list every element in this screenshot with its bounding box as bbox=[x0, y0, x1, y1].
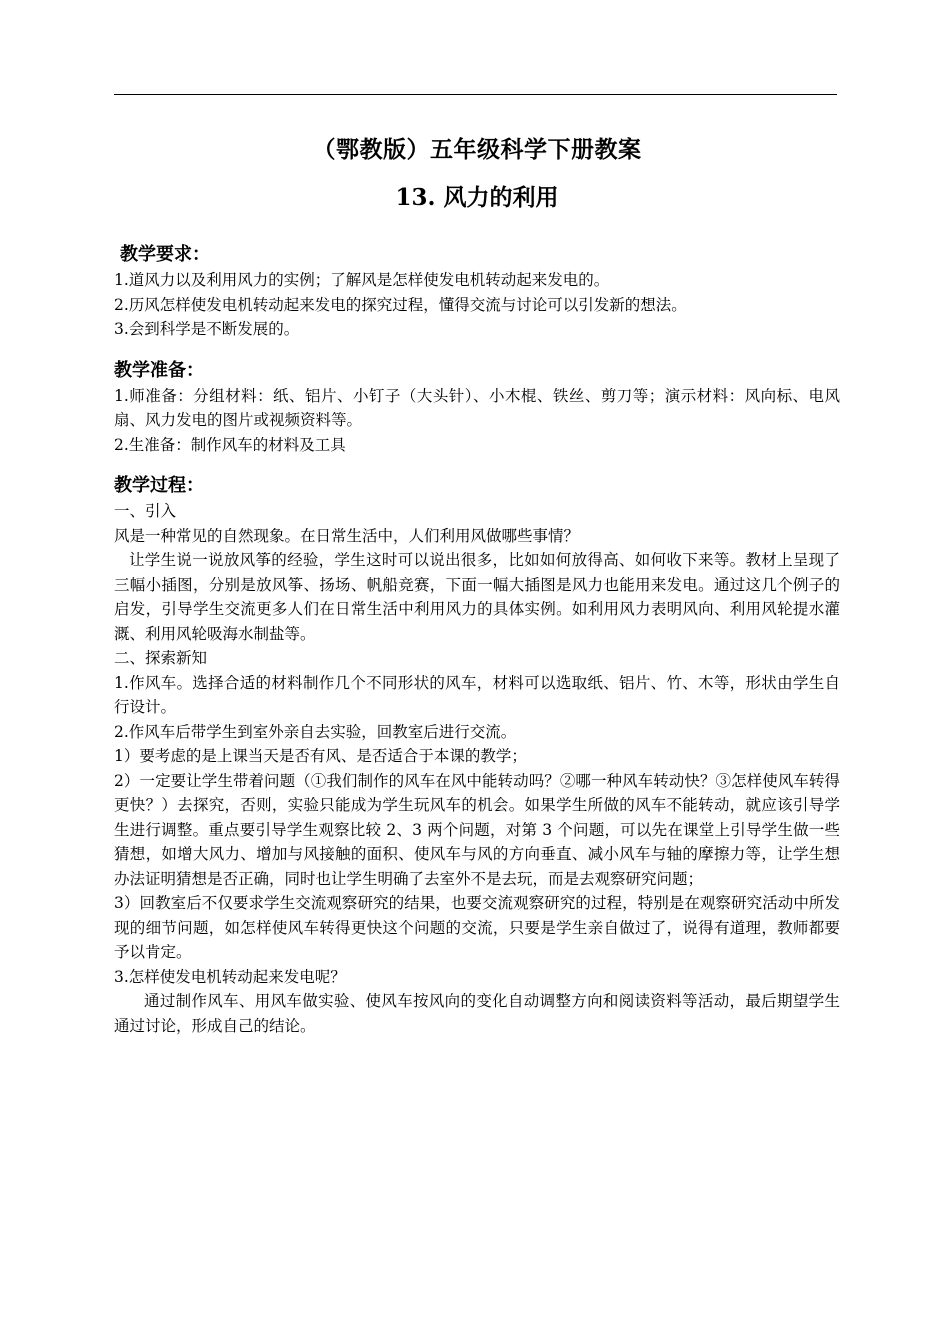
process-paragraph: 通过制作风车、用风车做实验、使风车按风向的变化自动调整方向和阅读资料等活动，最后期望学生通过讨论，形成自己的结论。 bbox=[114, 992, 840, 1035]
document-body bbox=[114, 128, 840, 1054]
process-paragraph: 1.作风车。选择合适的材料制作几个不同形状的风车，材料可以选取纸、铝片、竹、木等，形状由学生自行设计。 bbox=[114, 673, 840, 716]
process-paragraph: 风是一种常见的自然现象。在日常生活中，人们利用风做哪些事情？ bbox=[114, 526, 580, 545]
process-paragraph: 让学生说一说放风筝的经验，学生这时可以说出很多，比如如何放得高、如何收下来等。教材上呈现了三幅小插图，分别是放风筝、扬场、帆船竞赛，下面一幅大插图是风力也能用来发电。通过这几个例子的启发，引导学生交流更多人们在日常生活中利用风力的具体实例。如利用风力表明风向、利用风轮提水灌溉、利用风轮吸海水制盐等。 bbox=[114, 551, 840, 643]
process-paragraph: 1）要考虑的是上课当天是否有风、是否适合于本课的教学； bbox=[114, 747, 527, 765]
requirement-item: 1.道风力以及利用风力的实例；了解风是怎样使发电机转动起来发电的。 bbox=[114, 271, 610, 289]
process-subheading: 一、引入 bbox=[114, 502, 177, 520]
process-paragraph: 3）回教室后不仅要求学生交流观察研究的结果，也要交流观察研究的过程，特别是在观察研究活动中所发现的细节问题，如怎样使风车转得更快这个问题的交流，只要是学生亲自做过了，说得有道理，教师都要予以肯定。 bbox=[114, 894, 840, 961]
process-paragraph: 2）一定要让学生带着问题（①我们制作的风车在风中能转动吗？②哪一种风车转动快？③怎样使风车转得更快？）去探究，否则，实验只能成为学生玩风车的机会。如果学生所做的风车不能转动，就应该引导学生进行调整。重点要引导学生观察比较 2、3 两个问题，对第 3 个问题，可以先在课堂上引导学生做一些猜想，如增大风力、增加与风接触的面积、使风车与风的方向垂直、减小风车与轴的摩擦力等，让学生想办法证明猜想是否正确，同时也让学生明确了去室外不是去玩，而是去观察研究问题； bbox=[114, 771, 840, 888]
header-rule bbox=[114, 94, 837, 95]
process-paragraph: 3.怎样使发电机转动起来发电呢？ bbox=[114, 967, 346, 986]
process-section bbox=[114, 473, 840, 1038]
requirements-heading: 教学要求： bbox=[120, 244, 210, 265]
preparation-item: 2.生准备：制作风车的材料及工具 bbox=[114, 435, 346, 454]
preparation-section bbox=[114, 358, 840, 458]
document-title: （鄂教版）五年级科学下册教案 bbox=[312, 136, 642, 163]
process-paragraph: 2.作风车后带学生到室外亲自去实验，回教室后进行交流。 bbox=[114, 722, 517, 741]
preparation-heading: 教学准备： bbox=[114, 359, 204, 381]
requirement-item: 2.历风怎样使发电机转动起来发电的探究过程，懂得交流与讨论可以引发新的想法。 bbox=[114, 295, 687, 314]
lesson-title: 13. 风力的利用 bbox=[395, 184, 559, 211]
requirements-section bbox=[114, 242, 840, 342]
preparation-item: 1.师准备：分组材料：纸、铝片、小钉子（大头针）、小木棍、铁丝、剪刀等；演示材料：风向标、电风扇、风力发电的图片或视频资料等。 bbox=[114, 386, 840, 429]
process-heading: 教学过程： bbox=[114, 475, 204, 496]
process-subheading: 二、探索新知 bbox=[114, 649, 208, 667]
requirement-item: 3.会到科学是不断发展的。 bbox=[114, 320, 300, 338]
